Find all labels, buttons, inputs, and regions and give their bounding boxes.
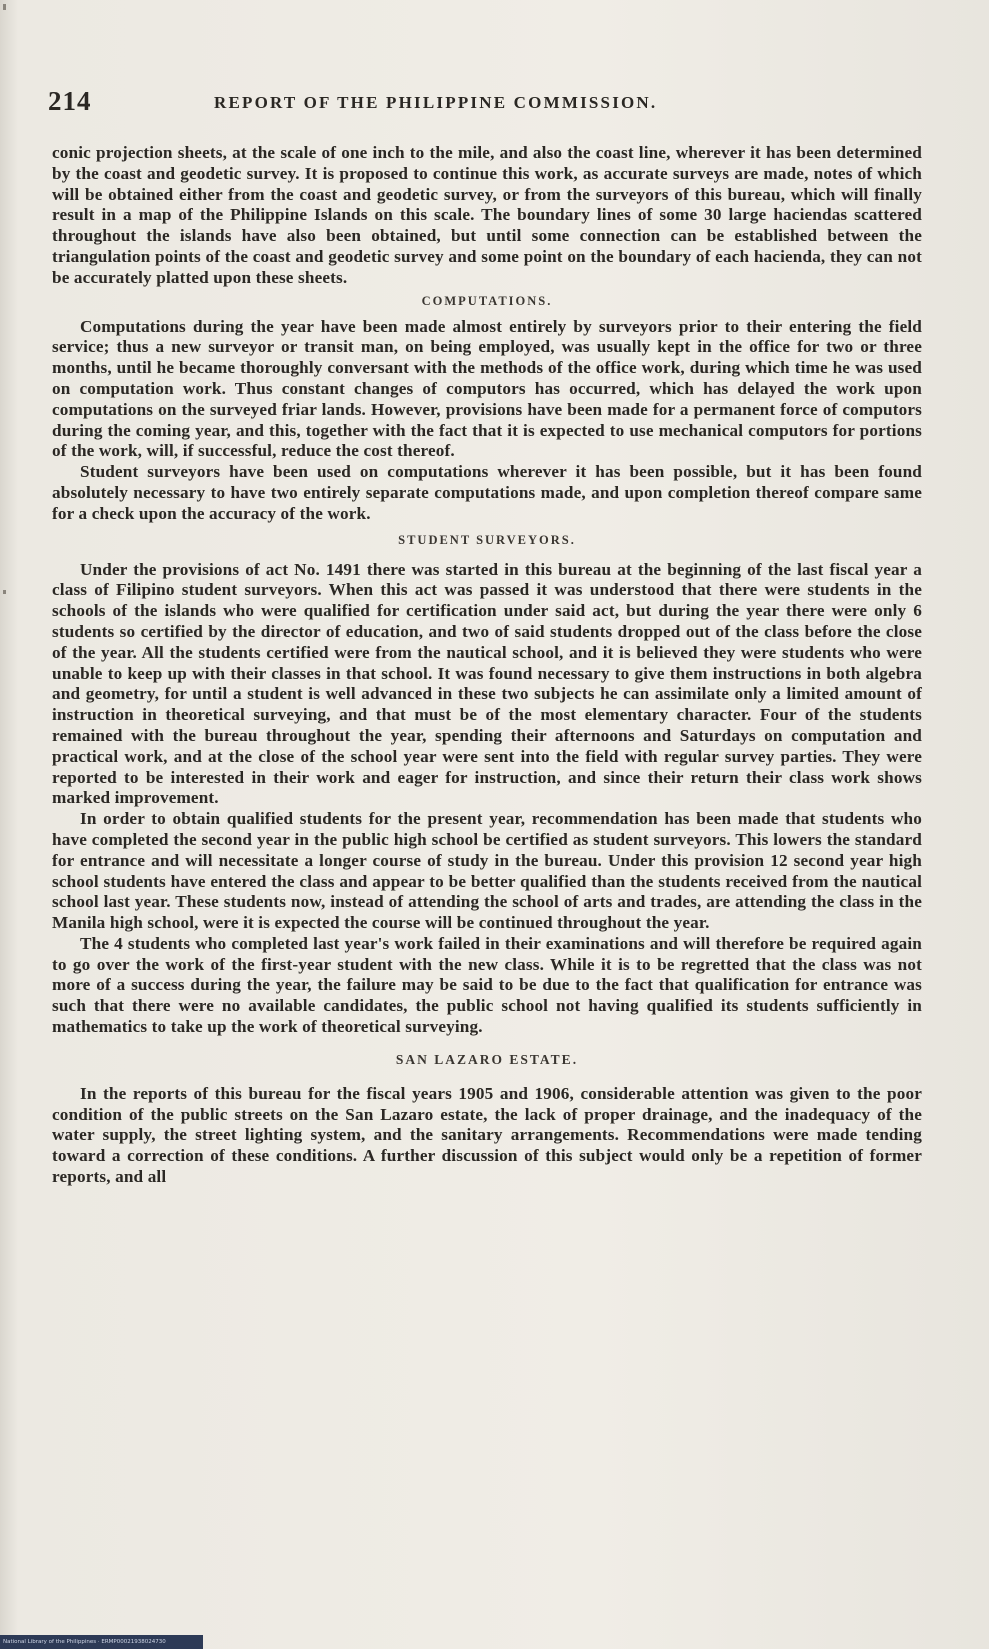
paragraph: In order to obtain qualified students for the present year, recommendation has been made that students who have completed the second year in the public high school be certified as student surveyors. This lowers the standard for entrance and will necessitate a longer course of study in the bureau. Under this provision 12 second year high school students have entered the class and appear to be better qualified than the students received from the nautical school last year. These students now, instead of attending the school of arts and trades, are attending the class in the Manila high school, were it is expected the course will be continued throughout the year.	[52, 809, 922, 933]
section-heading-student-surveyors: STUDENT SURVEYORS.	[398, 532, 576, 547]
paragraph: The 4 students who completed last year's work failed in their examinations and will therefore be required again to go over the work of the first-year student with the new class. While it is to be regretted that the class was not more of a success during the year, the failure may be said to be due to the fact that qualification for entrance was such that there were no available candidates, the public school not having qualified its students sufficiently in mathematics to take up the work of theoretical surveying.	[52, 933, 922, 1037]
paragraph: conic projection sheets, at the scale of one inch to the mile, and also the coast line, wherever it has been determined by the coast and geodetic survey. It is proposed to continue this work, as accurate surveys are made, notes of which will be obtained either from the coast and geodetic survey, or from the surveyors of this bureau, which will finally result in a map of the Philippine Islands on this scale. The boundary lines of some 30 large haciendas scattered throughout the islands have also been obtained, but until some connection can be established between the triangulation points of the coast and geodetic survey and some point on the boundary of each hacienda, they can not be accurately platted upon these sheets.	[52, 143, 922, 287]
edge-mark	[3, 4, 6, 10]
page-header	[48, 86, 928, 126]
paragraph: Computations during the year have been made almost entirely by surveyors prior to their entering the field service; thus a new surveyor or transit man, on being employed, was usually kept in the office for two or three months, until he became thoroughly conversant with the methods of the office work, during which time he was used on computation work. Thus constant changes of computors has occurred, which has delayed the work upon computations on the surveyed friar lands. However, provisions have been made for a permanent force of computors during the coming year, and this, together with the fact that it is expected to use mechanical computors for portions of the work, will, if successful, reduce the cost thereof.	[52, 316, 922, 461]
edge-mark	[3, 590, 6, 594]
paragraph: In the reports of this bureau for the fiscal years 1905 and 1906, considerable attention was given to the poor condition of the public streets on the San Lazaro estate, the lack of proper drainage, and the inadequacy of the water supply, the street lighting system, and the sanitary arrangements. Recommendations were made tending toward a correction of these conditions. A further discussion of this subject would only be a repetition of former reports, and all	[52, 1083, 922, 1187]
page-number: 214	[48, 86, 92, 116]
body-text	[52, 143, 922, 1188]
paragraph: Student surveyors have been used on computations wherever it has been possible, but it has been found absolutely necessary to have two entirely separate computations made, and upon completion thereof compare same for a check upon the accuracy of the work.	[52, 462, 922, 523]
paragraph: Under the provisions of act No. 1491 there was started in this bureau at the beginning of the last fiscal year a class of Filipino student surveyors. When this act was passed it was understood that there were students in the schools of the islands who were qualified for certification under said act, but during the year there were only 6 students so certified by the director of education, and two of said students dropped out of the class before the close of the year. All the students certified were from the nautical school, and it is believed they were students who were unable to keep up with their classes in that school. It was found necessary to give them instructions in both algebra and geometry, for until a student is well advanced in these two subjects he can assimilate only a limited amount of instruction in theoretical surveying, and that must be of the most elementary character. Four of the students remained with the bureau throughout the year, spending their afternoons and Saturdays on computation and practical work, and at the close of the school year were sent into the field with regular survey parties. They were reported to be interested in their work and eager for instruction, and since their return their class work shows marked improvement.	[52, 559, 922, 808]
running-head: REPORT OF THE PHILIPPINE COMMISSION.	[214, 93, 658, 112]
section-heading-san-lazaro-estate: SAN LAZARO ESTATE.	[395, 1051, 579, 1067]
section-heading-computations: COMPUTATIONS.	[421, 293, 553, 308]
archive-footer-strip: National Library of the Philippines · ERMP00021938024730	[0, 1635, 203, 1649]
